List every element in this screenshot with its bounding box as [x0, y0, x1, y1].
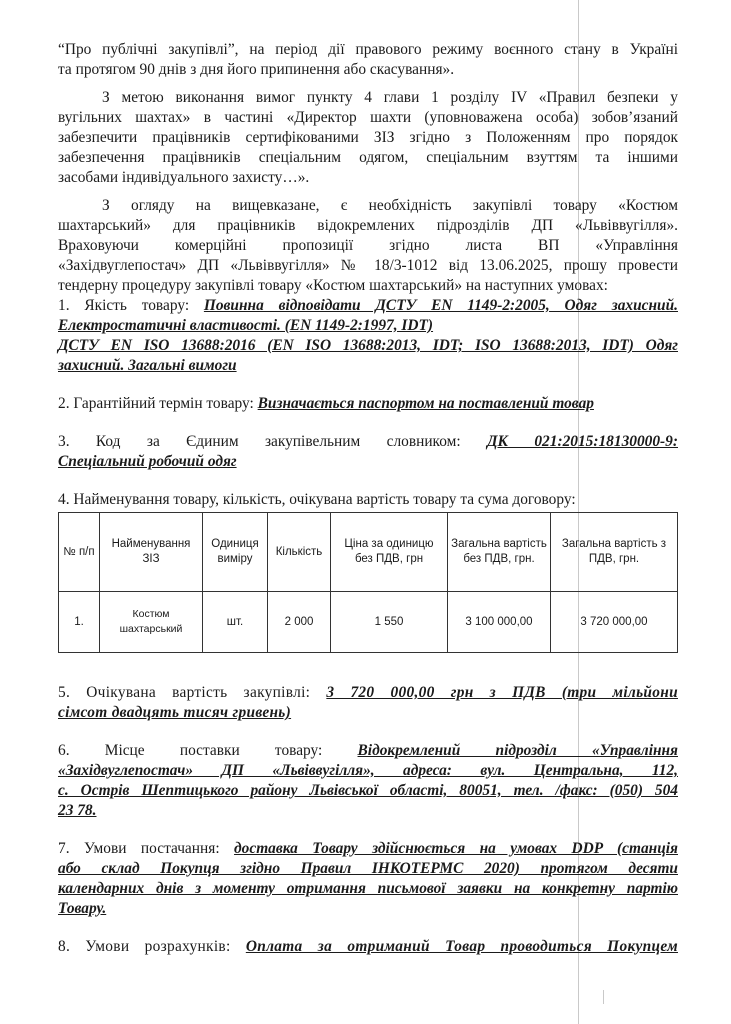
section-value: 23 78. [58, 802, 97, 819]
section-value: доставка Товару здійснюється на умовах DDP (станція [234, 840, 678, 857]
table-row [59, 592, 678, 653]
section-expected-cost [58, 683, 678, 723]
safety-rules-paragraph [58, 88, 678, 188]
table-header: Найменування ЗІЗ [100, 513, 203, 592]
text-line: “Про публічні закупівлі”, на період дії правового режиму воєнного стану в Україні [58, 41, 678, 58]
goods-table [58, 512, 678, 653]
text-line: З метою виконання вимог пункту 4 глави 1 розділу IV «Правил безпеки у [102, 89, 678, 106]
section-goods-table-title: 4. Найменування товару, кількість, очікувана вартість товару та сума договору: [58, 491, 576, 508]
section-value: ДК 021:2015:18130000-9: [487, 433, 678, 450]
section-cpv-code [58, 432, 678, 472]
table-header: Загальна вартість з ПДВ, грн. [551, 513, 678, 592]
section-label: 6. Місце поставки товару: [58, 742, 358, 759]
section-delivery-place [58, 741, 678, 821]
table-cell: 3 100 000,00 [448, 592, 551, 653]
table-cell: 1 550 [331, 592, 448, 653]
procurement-need-paragraph [58, 196, 678, 296]
table-header: Одиниця виміру [203, 513, 268, 592]
text-line: шахтарський» для працівників відокремлених підрозділів ДП «Львіввугілля». [58, 217, 678, 234]
section-warranty [58, 394, 678, 414]
section-label: 8. Умови розрахунків: [58, 938, 246, 955]
text-line: засобами індивідуального захисту…». [58, 169, 310, 186]
intro-paragraph [58, 40, 678, 80]
section-value: Товару. [58, 900, 107, 917]
section-quality [58, 296, 678, 376]
section-value: «Західвуглепостач» ДП «Львіввугілля», адреса: вул. Центральна, 112, [58, 762, 678, 779]
section-value: ДСТУ EN ISO 13688:2016 (EN ISO 13688:2013, IDT; ISO 13688:2013, IDT) Одяг [58, 337, 678, 354]
text-line: «Західвуглепостач» ДП «Львіввугілля» № 18/3-1012 від 13.06.2025, прошу провести [58, 257, 678, 274]
text-line: тендерну процедуру закупівлі товару «Костюм шахтарський» на наступних умовах: [58, 277, 608, 294]
text-line: забезпечити працівників сертифікованими ЗІЗ згідно з Положенням про порядок [58, 129, 678, 146]
section-value: Спеціальний робочий одяг [58, 453, 237, 470]
section-label: 5. Очікувана вартість закупівлі: [58, 684, 327, 701]
section-supply-terms [58, 839, 678, 919]
section-value: захисний. Загальні вимоги [58, 357, 237, 374]
section-value: Визначається паспортом на поставлений товар [257, 395, 594, 412]
table-cell: 1. [59, 592, 100, 653]
scan-mark [603, 990, 604, 1004]
text-line: вугільних шахтах» в частині «Директор шахти (уповноважена особа) зобов’язаний [58, 109, 678, 126]
section-value: календарних днів з моменту отримання письмової заявки на конкретну партію [58, 880, 678, 897]
text-line: З огляду на вищевказане, є необхідність закупівлі товару «Костюм [102, 197, 678, 214]
table-header: Загальна вартість без ПДВ, грн. [448, 513, 551, 592]
text-line: забезпечення працівників спеціальним одягом, спеціальним взуттям та іншими [58, 149, 678, 166]
table-header: Ціна за одиницю без ПДВ, грн [331, 513, 448, 592]
section-value: с. Острів Шептицького району Львівської області, 80051, тел. /факс: (050) 504 [58, 782, 678, 799]
table-header-row [59, 513, 678, 592]
section-value: сімсот двадцять тисяч гривень) [58, 704, 292, 721]
section-value: Оплата за отриманий Товар проводиться Покупцем [245, 938, 678, 955]
section-value: Повинна відповідати ДСТУ EN 1149-2:2005, Одяг захисний. [203, 297, 678, 314]
table-cell: шт. [203, 592, 268, 653]
section-value: Відокремлений підрозділ «Управління [357, 742, 678, 759]
document-page [58, 40, 678, 957]
section-value: або склад Покупця згідно Правил ІНКОТЕРМС 2020) протягом десяти [58, 860, 678, 877]
section-label: 7. Умови постачання: [58, 840, 235, 857]
section-label: 3. Код за Єдиним закупівельним словником: [58, 433, 488, 450]
text-line: та протягом 90 днів з дня його припинення або скасування». [58, 61, 455, 78]
section-value: Електростатичні властивості. (EN 1149-2:1997, IDT) [58, 317, 434, 334]
table-header: № п/п [59, 513, 100, 592]
section-label: 1. Якість товару: [58, 297, 204, 314]
table-header: Кількість [268, 513, 331, 592]
table-cell: 3 720 000,00 [551, 592, 678, 653]
section-value: 3 720 000,00 грн з ПДВ (три мільйони [326, 684, 678, 701]
section-payment-terms [58, 937, 678, 957]
table-cell: 2 000 [268, 592, 331, 653]
table-cell: Костюм шахтарський [100, 592, 203, 653]
section-label: 2. Гарантійний термін товару: [58, 395, 258, 412]
text-line: Враховуючи комерційні пропозиції згідно листа ВП «Управління [58, 237, 678, 254]
